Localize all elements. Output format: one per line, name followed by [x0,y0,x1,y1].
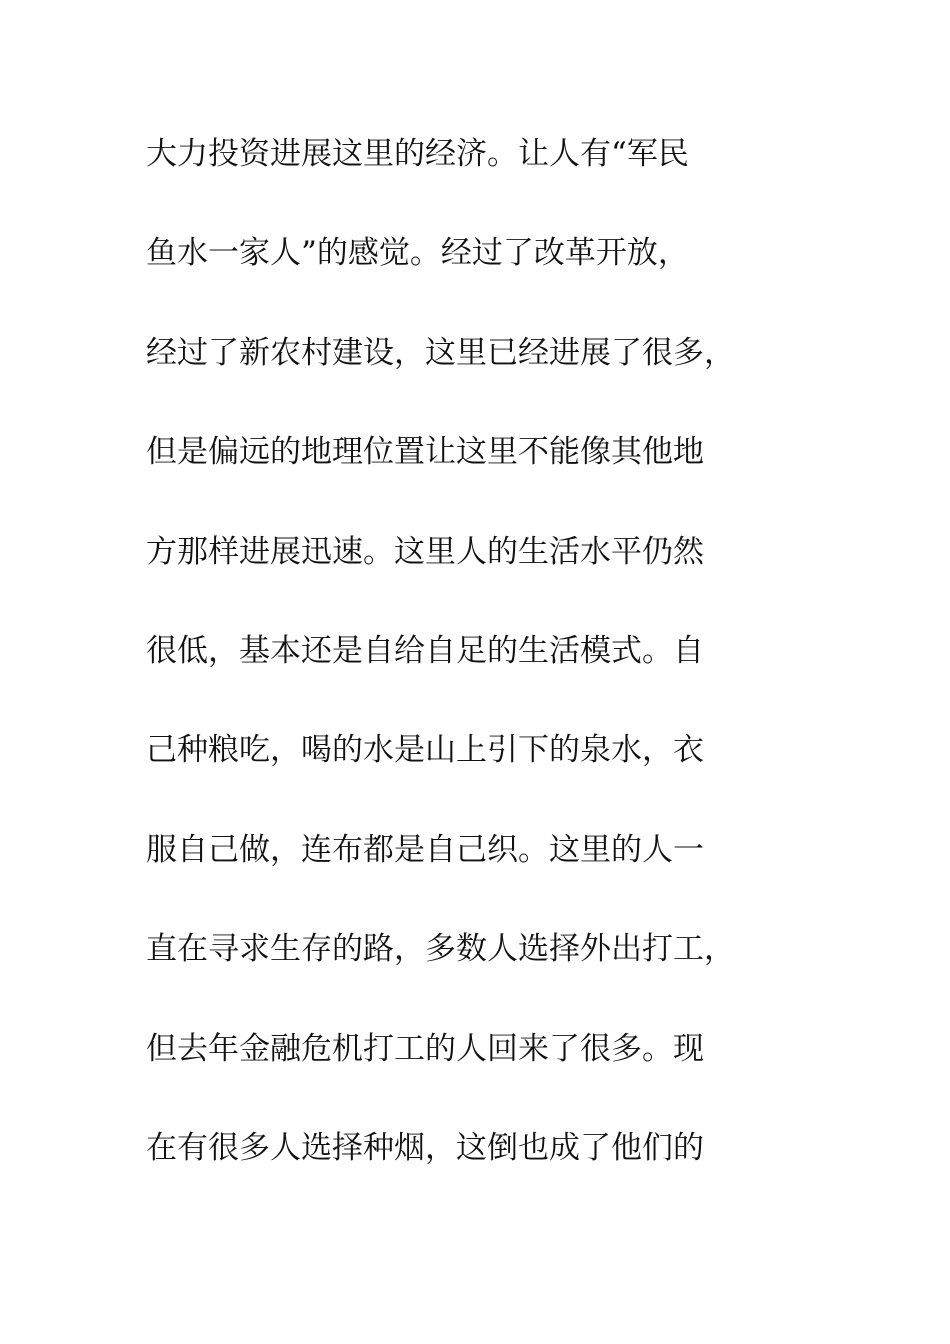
text-line: 经过了新农村建设，这里已经进展了很多， [146,334,735,371]
text-line: 己种粮吃，喝的水是山上引下的泉水，衣 [146,732,704,769]
text-line: 很低，基本还是自给自足的生活模式。自 [146,632,704,669]
text-line: 在有很多人选择种烟，这倒也成了他们的 [146,1129,704,1166]
text-line: 鱼水一家人”的感觉。经过了改革开放， [146,235,689,272]
text-line: 但去年金融危机打工的人回来了很多。现 [146,1030,704,1067]
text-line: 大力投资进展这里的经济。让人有“军民 [146,136,689,172]
text-line: 但是偏远的地理位置让这里不能像其他地 [146,434,704,471]
text-line: 服自己做，连布都是自己织。这里的人一 [146,831,704,868]
text-line: 直在寻求生存的路，多数人选择外出打工， [146,931,735,968]
body-text [146,124,826,1217]
text-line: 方那样进展迅速。这里人的生活水平仍然 [146,533,704,570]
